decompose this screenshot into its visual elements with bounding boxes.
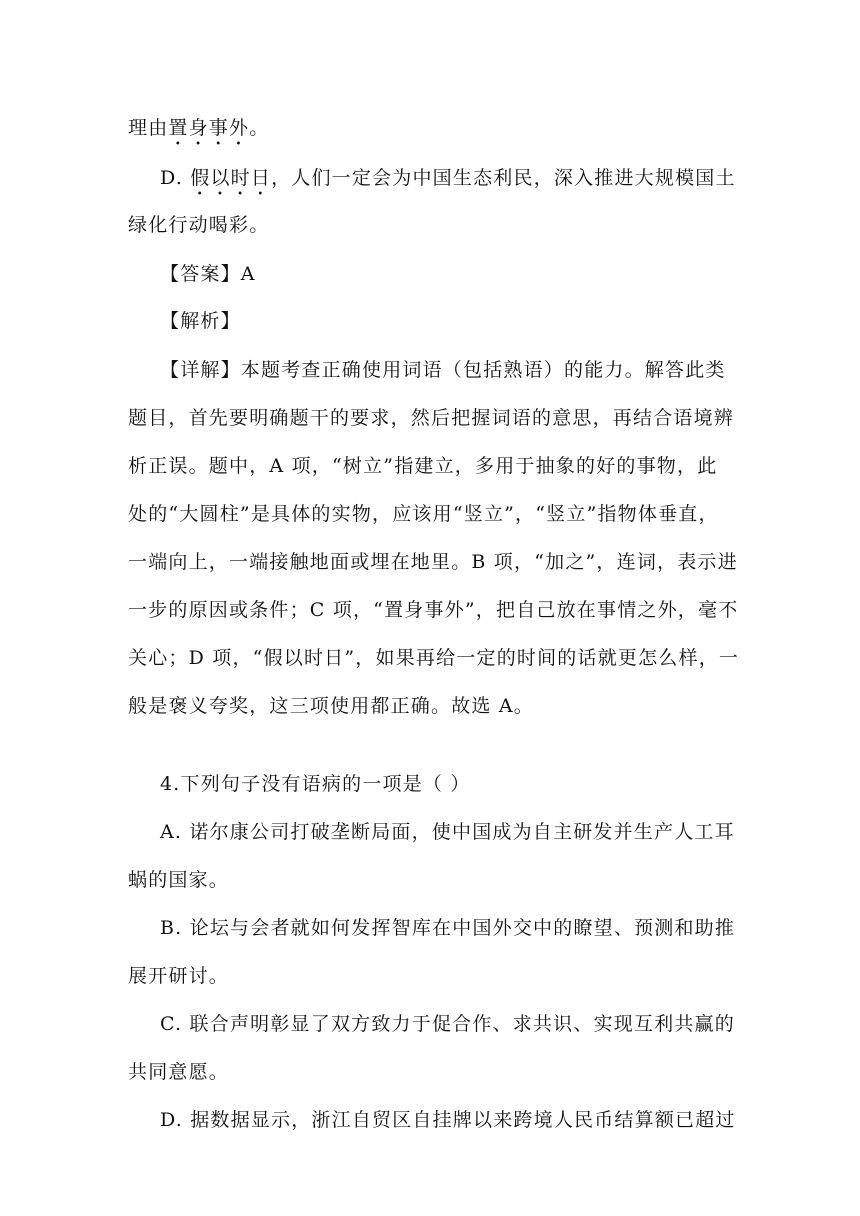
explanation-line: 题目，首先要明确题干的要求，然后把握词语的意思，再结合语境辨	[128, 407, 735, 429]
question-title: 4.下列句子没有语病的一项是（ ）	[160, 773, 471, 795]
option-c-continuation: 共同意愿。	[128, 1061, 230, 1083]
explanation-line: 般是褒义夸奖，这三项使用都正确。故选 A。	[128, 695, 534, 717]
explanation-line: 【详解】本题考查正确使用词语（包括熟语）的能力。解答此类	[160, 359, 726, 381]
explanation-line: 一步的原因或条件；C 项，“置身事外”，把自己放在事情之外，毫不	[128, 599, 739, 621]
emphasized-term: 假以时日	[190, 167, 272, 189]
option-d-line: D. 据数据显示，浙江自贸区自挂牌以来跨境人民币结算额已超过	[160, 1109, 736, 1131]
option-b-continuation: 展开研讨。	[128, 965, 230, 987]
option-a-line: A. 诺尔康公司打破垄断局面，使中国成为自主研发并生产人工耳	[160, 821, 735, 843]
analysis-heading: 【解析】	[160, 310, 241, 332]
text-line: 绿化行动喝彩。	[128, 214, 270, 236]
answer-line: 【答案】A	[160, 263, 256, 285]
explanation-line: 关心；D 项，“假以时日”，如果再给一定的时间的话就更怎么样，一	[128, 647, 740, 669]
emphasized-term: 置身事外	[168, 117, 250, 139]
explanation-line: 析正误。题中，A 项，“树立”指建立，多用于抽象的好的事物，此	[128, 455, 718, 477]
text-line: 理由置身事外。	[128, 117, 270, 139]
option-c-line: C. 联合声明彰显了双方致力于促合作、求共识、实现互利共赢的	[160, 1013, 735, 1035]
option-b-line: B. 论坛与会者就如何发挥智库在中国外交中的瞭望、预测和助推	[160, 917, 736, 939]
option-a-continuation: 蜗的国家。	[128, 869, 230, 891]
explanation-line: 一端向上，一端接触地面或埋在地里。B 项，“加之”，连词，表示进	[128, 551, 738, 573]
option-d-line: D. 假以时日，人们一定会为中国生态利民，深入推进大规模国土	[160, 167, 736, 189]
explanation-line: 处的“大圆柱”是具体的实物，应该用“竖立”，“竖立”指物体垂直，	[128, 503, 719, 525]
